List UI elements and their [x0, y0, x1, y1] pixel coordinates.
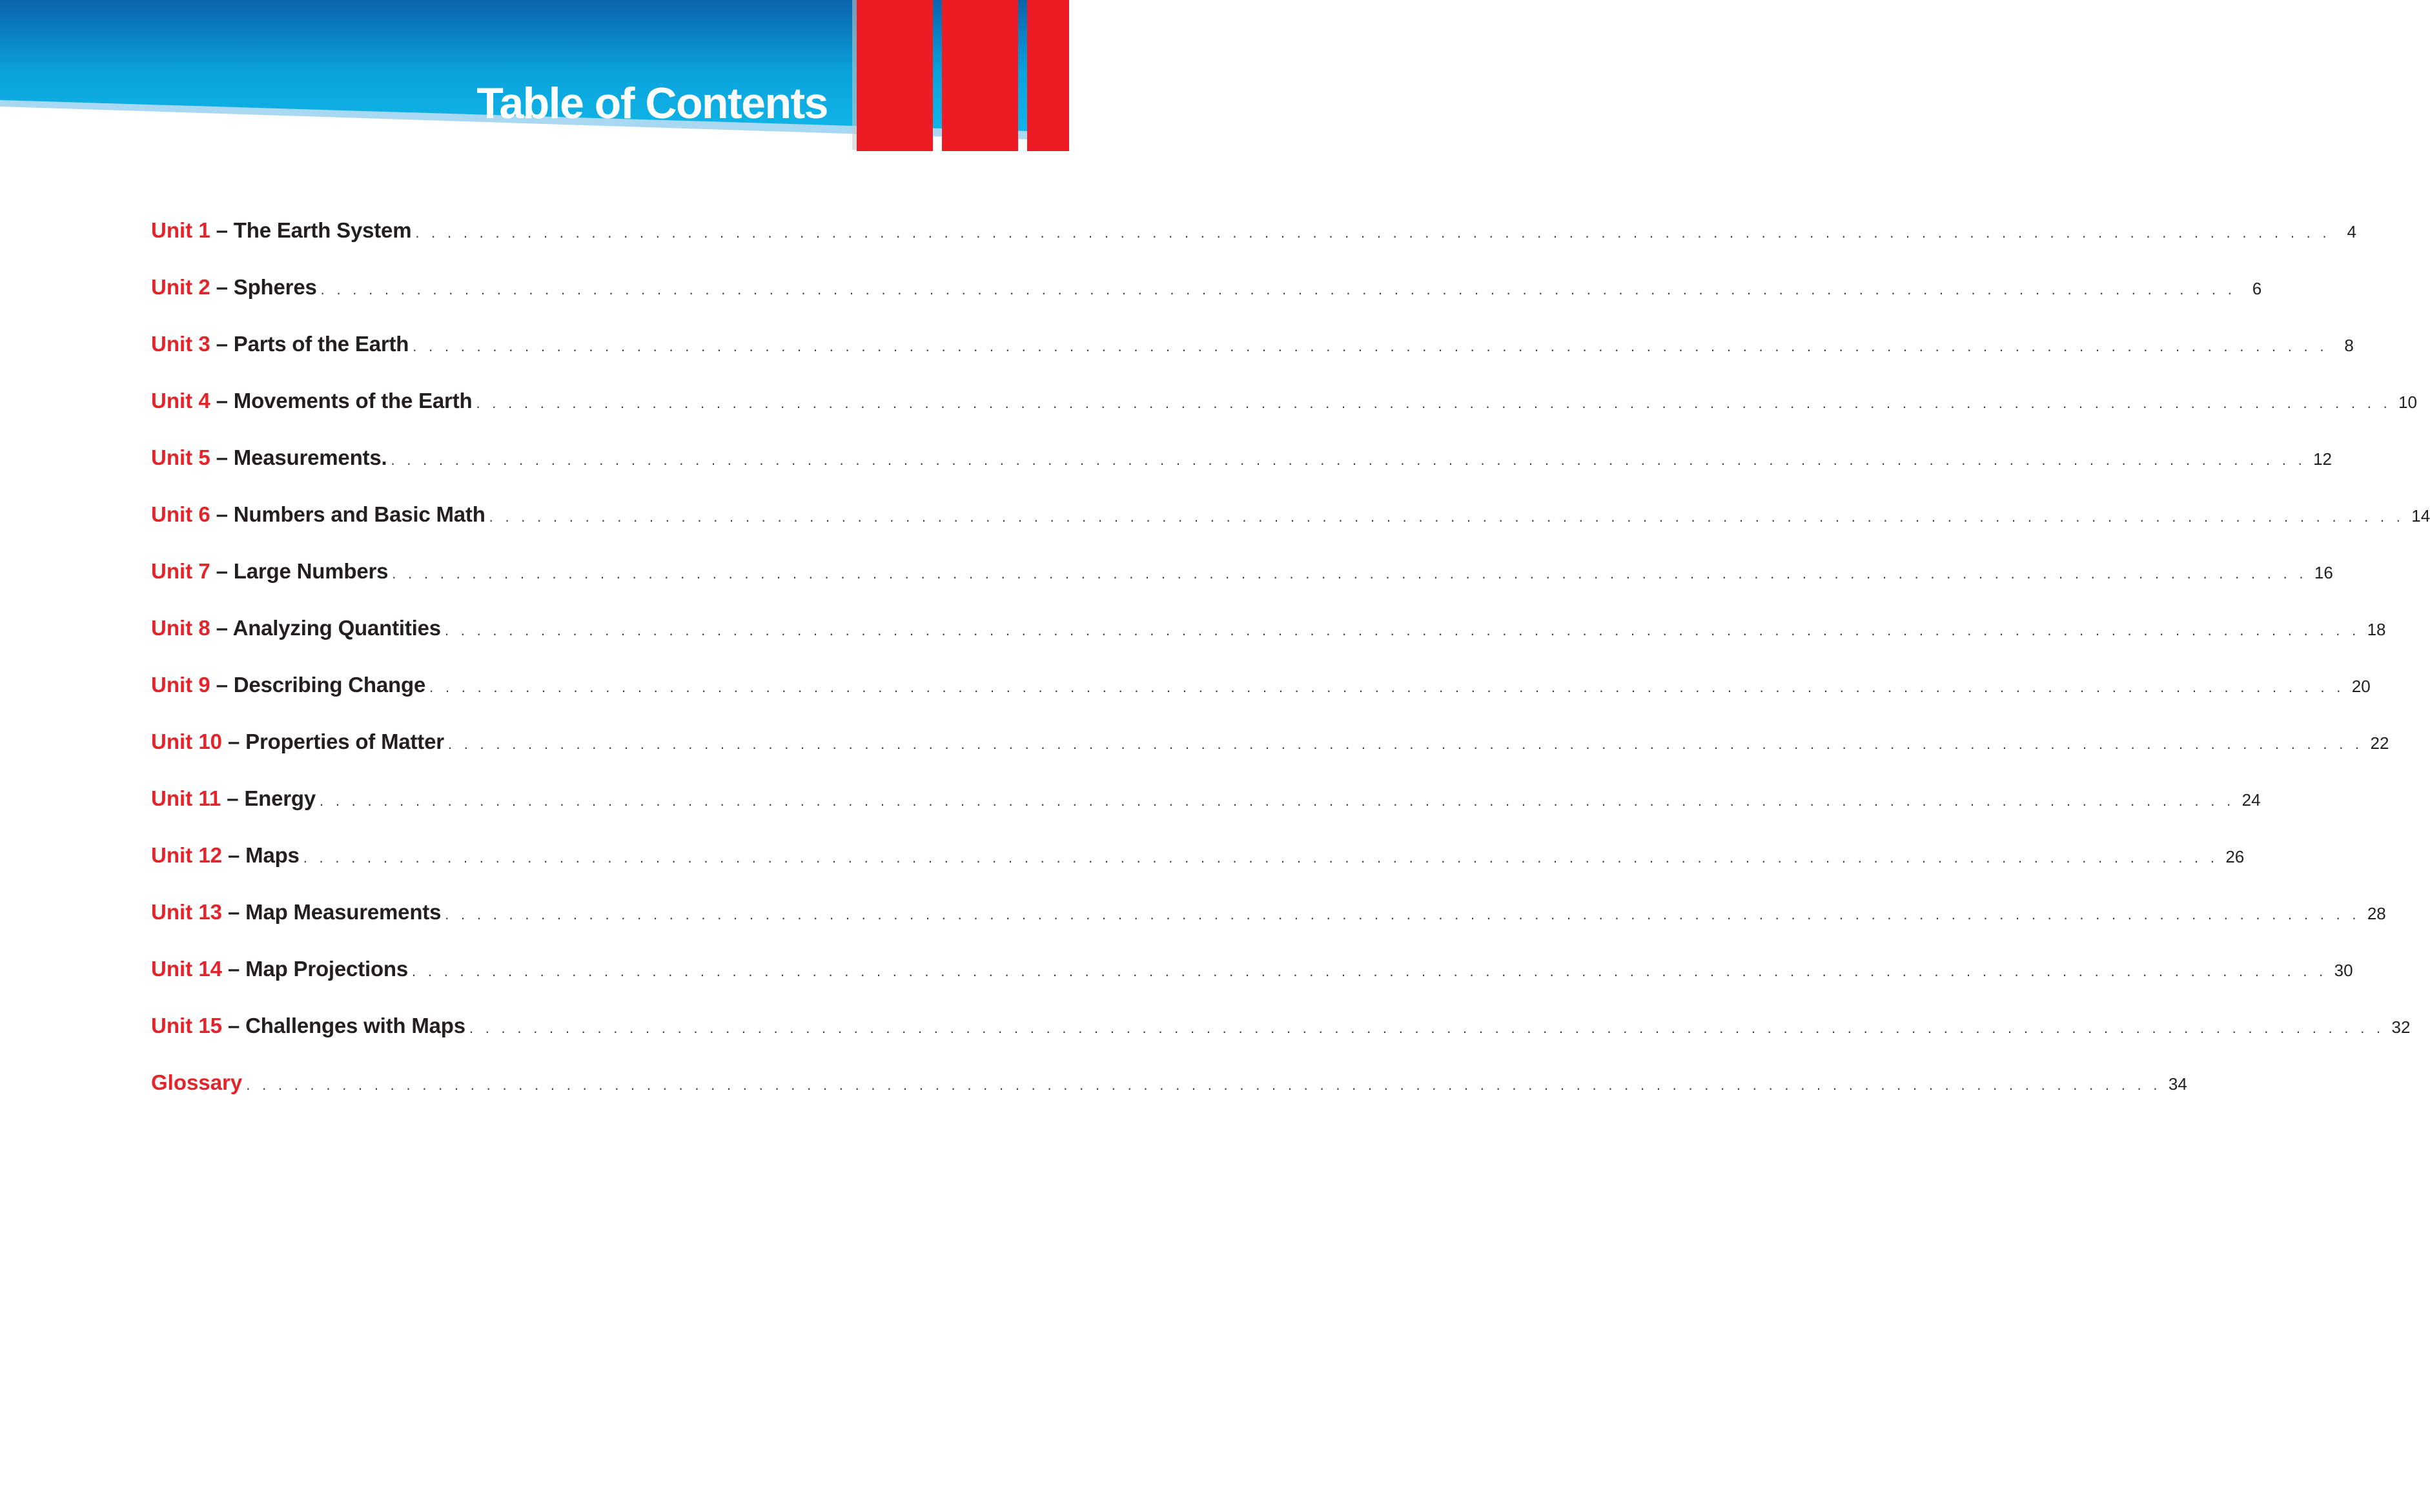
toc-entry — [151, 730, 2389, 786]
dot-leader: . . . . . . . . . . . . . . . . . . . . . . . . . . . . . . . . . . . . . . . . . . . . . . . . . . . . . . . . . . . . . . . . . . . . . . . . . . . . . . . . . . . . . . . . . . . . . . . . . . . . . . . . . . . . . . . . . . . . . . . . — [303, 850, 2219, 866]
toc-entry-page-number: 14 — [2411, 506, 2430, 526]
toc-entry — [151, 616, 2386, 673]
toc-entry-unit: Unit 1 — [151, 218, 210, 242]
toc-entry-unit: Unit 5 — [151, 445, 210, 469]
toc-entry-title: – Energy — [227, 786, 316, 810]
dot-leader: . . . . . . . . . . . . . . . . . . . . . . . . . . . . . . . . . . . . . . . . . . . . . . . . . . . . . . . . . . . . . . . . . . . . . . . . . . . . . . . . . . . . . . . . . . . . . . . . . . . . . . . . . . . . . . . . . . . . . . . . — [391, 452, 2307, 468]
dot-leader: . . . . . . . . . . . . . . . . . . . . . . . . . . . . . . . . . . . . . . . . . . . . . . . . . . . . . . . . . . . . . . . . . . . . . . . . . . . . . . . . . . . . . . . . . . . . . . . . . . . . . . . . . . . . . . . . . . . . . . . . — [469, 1020, 2385, 1036]
dot-leader: . . . . . . . . . . . . . . . . . . . . . . . . . . . . . . . . . . . . . . . . . . . . . . . . . . . . . . . . . . . . . . . . . . . . . . . . . . . . . . . . . . . . . . . . . . . . . . . . . . . . . . . . . . . . . . . . . . . . . . . . — [447, 736, 2364, 752]
red-block-1 — [857, 0, 933, 151]
toc-entry — [151, 900, 2386, 957]
toc-entry-unit: Unit 15 — [151, 1014, 223, 1037]
toc-entry-page-number: 6 — [2252, 279, 2262, 298]
toc-entry-title: – Parts of the Earth — [216, 332, 409, 356]
dot-leader: . . . . . . . . . . . . . . . . . . . . . . . . . . . . . . . . . . . . . . . . . . . . . . . . . . . . . . . . . . . . . . . . . . . . . . . . . . . . . . . . . . . . . . . . . . . . . . . . . . . . . . . . . . . . . . . . . . . . . . . . — [412, 963, 2327, 979]
toc-entry-page-number: 18 — [2367, 620, 2386, 639]
toc-entry — [151, 389, 2417, 445]
toc-entry — [151, 786, 2261, 843]
toc-entry — [151, 275, 2262, 332]
dot-leader: . . . . . . . . . . . . . . . . . . . . . . . . . . . . . . . . . . . . . . . . . . . . . . . . . . . . . . . . . . . . . . . . . . . . . . . . . . . . . . . . . . . . . . . . . . . . . . . . . . . . . . . . . . . . . . . . . . . . . . . . — [320, 793, 2235, 809]
dot-leader: . . . . . . . . . . . . . . . . . . . . . . . . . . . . . . . . . . . . . . . . . . . . . . . . . . . . . . . . . . . . . . . . . . . . . . . . . . . . . . . . . . . . . . . . . . . . . . . . . . . . . . . . . . . . . . . . . . . . . . . . — [320, 281, 2236, 298]
dot-leader: . . . . . . . . . . . . . . . . . . . . . . . . . . . . . . . . . . . . . . . . . . . . . . . . . . . . . . . . . . . . . . . . . . . . . . . . . . . . . . . . . . . . . . . . . . . . . . . . . . . . . . . . . . . . . . . . . . . . . . . . — [476, 395, 2391, 411]
toc-entry-unit: Unit 13 — [151, 900, 223, 924]
toc-entry-unit: Unit 6 — [151, 502, 210, 526]
dot-leader: . . . . . . . . . . . . . . . . . . . . . . . . . . . . . . . . . . . . . . . . . . . . . . . . . . . . . . . . . . . . . . . . . . . . . . . . . . . . . . . . . . . . . . . . . . . . . . . . . . . . . . . . . . . . . . . . . . . . . . . . — [415, 225, 2331, 241]
toc-entry-unit: Unit 8 — [151, 616, 210, 640]
dot-leader: . . . . . . . . . . . . . . . . . . . . . . . . . . . . . . . . . . . . . . . . . . . . . . . . . . . . . . . . . . . . . . . . . . . . . . . . . . . . . . . . . . . . . . . . . . . . . . . . . . . . . . . . . . . . . . . . . . . . . . . . — [392, 566, 2307, 582]
toc-entry-title: – Describing Change — [216, 673, 426, 697]
toc-entry — [151, 332, 2354, 389]
toc-entry-unit: Unit 10 — [151, 730, 223, 753]
toc-entry-unit: Unit 3 — [151, 332, 210, 356]
toc-entry-unit: Unit 7 — [151, 559, 210, 583]
toc-entry-page-number: 30 — [2334, 961, 2353, 980]
toc-entry-title: – Analyzing Quantities — [216, 616, 441, 640]
page-title: Table of Contents — [476, 78, 828, 128]
toc-entry — [151, 1070, 2187, 1127]
header-banner — [0, 0, 1069, 155]
toc-entry-title: – Large Numbers — [216, 559, 389, 583]
toc-entry-page-number: 22 — [2370, 733, 2389, 753]
dot-leader: . . . . . . . . . . . . . . . . . . . . . . . . . . . . . . . . . . . . . . . . . . . . . . . . . . . . . . . . . . . . . . . . . . . . . . . . . . . . . . . . . . . . . . . . . . . . . . . . . . . . . . . . . . . . . . . . . . . . . . . . — [445, 906, 2360, 923]
toc-entry-page-number: 4 — [2347, 222, 2356, 241]
toc-entry-page-number: 20 — [2351, 677, 2371, 696]
toc-entry — [151, 957, 2353, 1014]
toc-entry-unit: Unit 11 — [151, 786, 221, 810]
toc-entry-title: – Challenges with Maps — [228, 1014, 465, 1037]
toc-entry-title: – Spheres — [216, 275, 317, 299]
toc-entry-unit: Unit 4 — [151, 389, 210, 413]
toc-entry — [151, 843, 2245, 900]
dot-leader: . . . . . . . . . . . . . . . . . . . . . . . . . . . . . . . . . . . . . . . . . . . . . . . . . . . . . . . . . . . . . . . . . . . . . . . . . . . . . . . . . . . . . . . . . . . . . . . . . . . . . . . . . . . . . . . . . . . . . . . . — [246, 1077, 2161, 1093]
toc-entry-page-number: 26 — [2225, 847, 2245, 866]
toc-entry-page-number: 16 — [2314, 563, 2333, 582]
toc-entry-title: – Movements of the Earth — [216, 389, 473, 413]
toc-entry-title: – Map Measurements — [228, 900, 442, 924]
toc-entry-page-number: 12 — [2313, 449, 2333, 469]
toc-entry-page-number: 10 — [2398, 393, 2417, 412]
toc-entry-title: – The Earth System — [216, 218, 412, 242]
toc-entry-title: – Map Projections — [228, 957, 409, 981]
toc-entry-title: – Measurements. — [216, 445, 387, 469]
toc-entry-page-number: 28 — [2367, 904, 2386, 923]
toc-entry-unit: Unit 14 — [151, 957, 223, 981]
dot-leader: . . . . . . . . . . . . . . . . . . . . . . . . . . . . . . . . . . . . . . . . . . . . . . . . . . . . . . . . . . . . . . . . . . . . . . . . . . . . . . . . . . . . . . . . . . . . . . . . . . . . . . . . . . . . . . . . . . . . . . . . — [489, 509, 2405, 525]
toc-entry — [151, 502, 2430, 559]
red-block-2 — [942, 0, 1018, 151]
toc-entry-unit: Unit 9 — [151, 673, 210, 697]
toc-entry-title: – Maps — [228, 843, 300, 867]
toc-entry-page-number: 32 — [2391, 1017, 2411, 1037]
toc-entry-unit: Unit 2 — [151, 275, 210, 299]
toc-entry — [151, 218, 2356, 275]
toc-entry-page-number: 34 — [2168, 1074, 2187, 1094]
table-of-contents — [151, 218, 2430, 1127]
toc-entry-title: – Numbers and Basic Math — [216, 502, 485, 526]
toc-entry — [151, 559, 2333, 616]
toc-entry — [151, 1014, 2411, 1070]
toc-entry — [151, 445, 2333, 502]
red-block-3 — [1027, 0, 1069, 151]
toc-entry-page-number: 24 — [2241, 790, 2261, 810]
header-banner-graphic — [0, 0, 1069, 155]
toc-entry — [151, 673, 2371, 730]
dot-leader: . . . . . . . . . . . . . . . . . . . . . . . . . . . . . . . . . . . . . . . . . . . . . . . . . . . . . . . . . . . . . . . . . . . . . . . . . . . . . . . . . . . . . . . . . . . . . . . . . . . . . . . . . . . . . . . . . . . . . . . . — [413, 338, 2328, 354]
toc-entry-unit: Unit 12 — [151, 843, 223, 867]
toc-entry-unit: Glossary — [151, 1070, 243, 1094]
dot-leader: . . . . . . . . . . . . . . . . . . . . . . . . . . . . . . . . . . . . . . . . . . . . . . . . . . . . . . . . . . . . . . . . . . . . . . . . . . . . . . . . . . . . . . . . . . . . . . . . . . . . . . . . . . . . . . . . . . . . . . . . — [444, 622, 2360, 639]
toc-entry-page-number: 8 — [2344, 336, 2354, 355]
toc-entry-title: – Properties of Matter — [228, 730, 444, 753]
dot-leader: . . . . . . . . . . . . . . . . . . . . . . . . . . . . . . . . . . . . . . . . . . . . . . . . . . . . . . . . . . . . . . . . . . . . . . . . . . . . . . . . . . . . . . . . . . . . . . . . . . . . . . . . . . . . . . . . . . . . . . . . — [429, 679, 2345, 695]
